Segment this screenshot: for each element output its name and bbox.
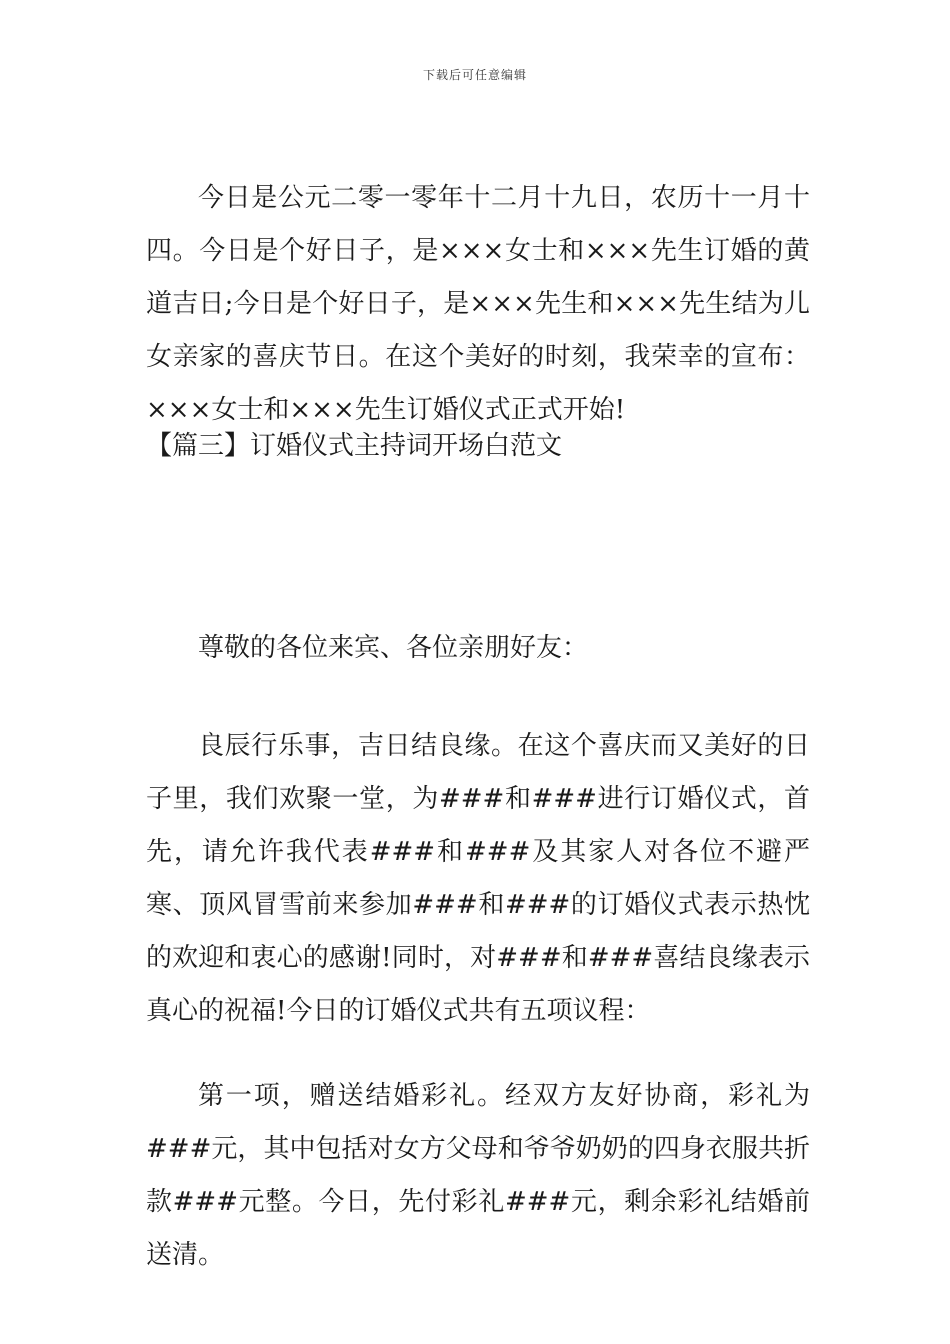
page-header: 下载后可任意编辑	[422, 68, 527, 82]
paragraph-announcement: 今日是公元二零一零年十二月十九日，农历十一月十四。今日是个好日子，是×××女士和×××先生订婚的黄道吉日;今日是个好日子，是×××先生和×××先生结为儿女亲家的喜庆节日。在这个美好的时刻，我荣幸的宣布：×××女士和×××先生订婚仪式正式开始!	[146, 183, 810, 425]
paragraph-greeting: 尊敬的各位来宾、各位亲朋好友：	[198, 633, 589, 663]
paragraph-agenda-item-1: 第一项，赠送结婚彩礼。经双方友好协商，彩礼为###元，其中包括对女方父母和爷爷奶奶的四身衣服共折款###元整。今日，先付彩礼###元，剩余彩礼结婚前送清。	[146, 1081, 810, 1270]
paragraph-opening: 良辰行乐事，吉日结良缘。在这个喜庆而又美好的日子里，我们欢聚一堂，为###和###进行订婚仪式，首先，请允许我代表###和###及其家人对各位不避严寒、顶风冒雪前来参加###和###的订婚仪式表示热忱的欢迎和衷心的感谢!同时，对###和###喜结良缘表示真心的祝福!今日的订婚仪式共有五项议程：	[146, 731, 810, 1026]
section-heading: 【篇三】订婚仪式主持词开场白范文	[146, 431, 563, 461]
